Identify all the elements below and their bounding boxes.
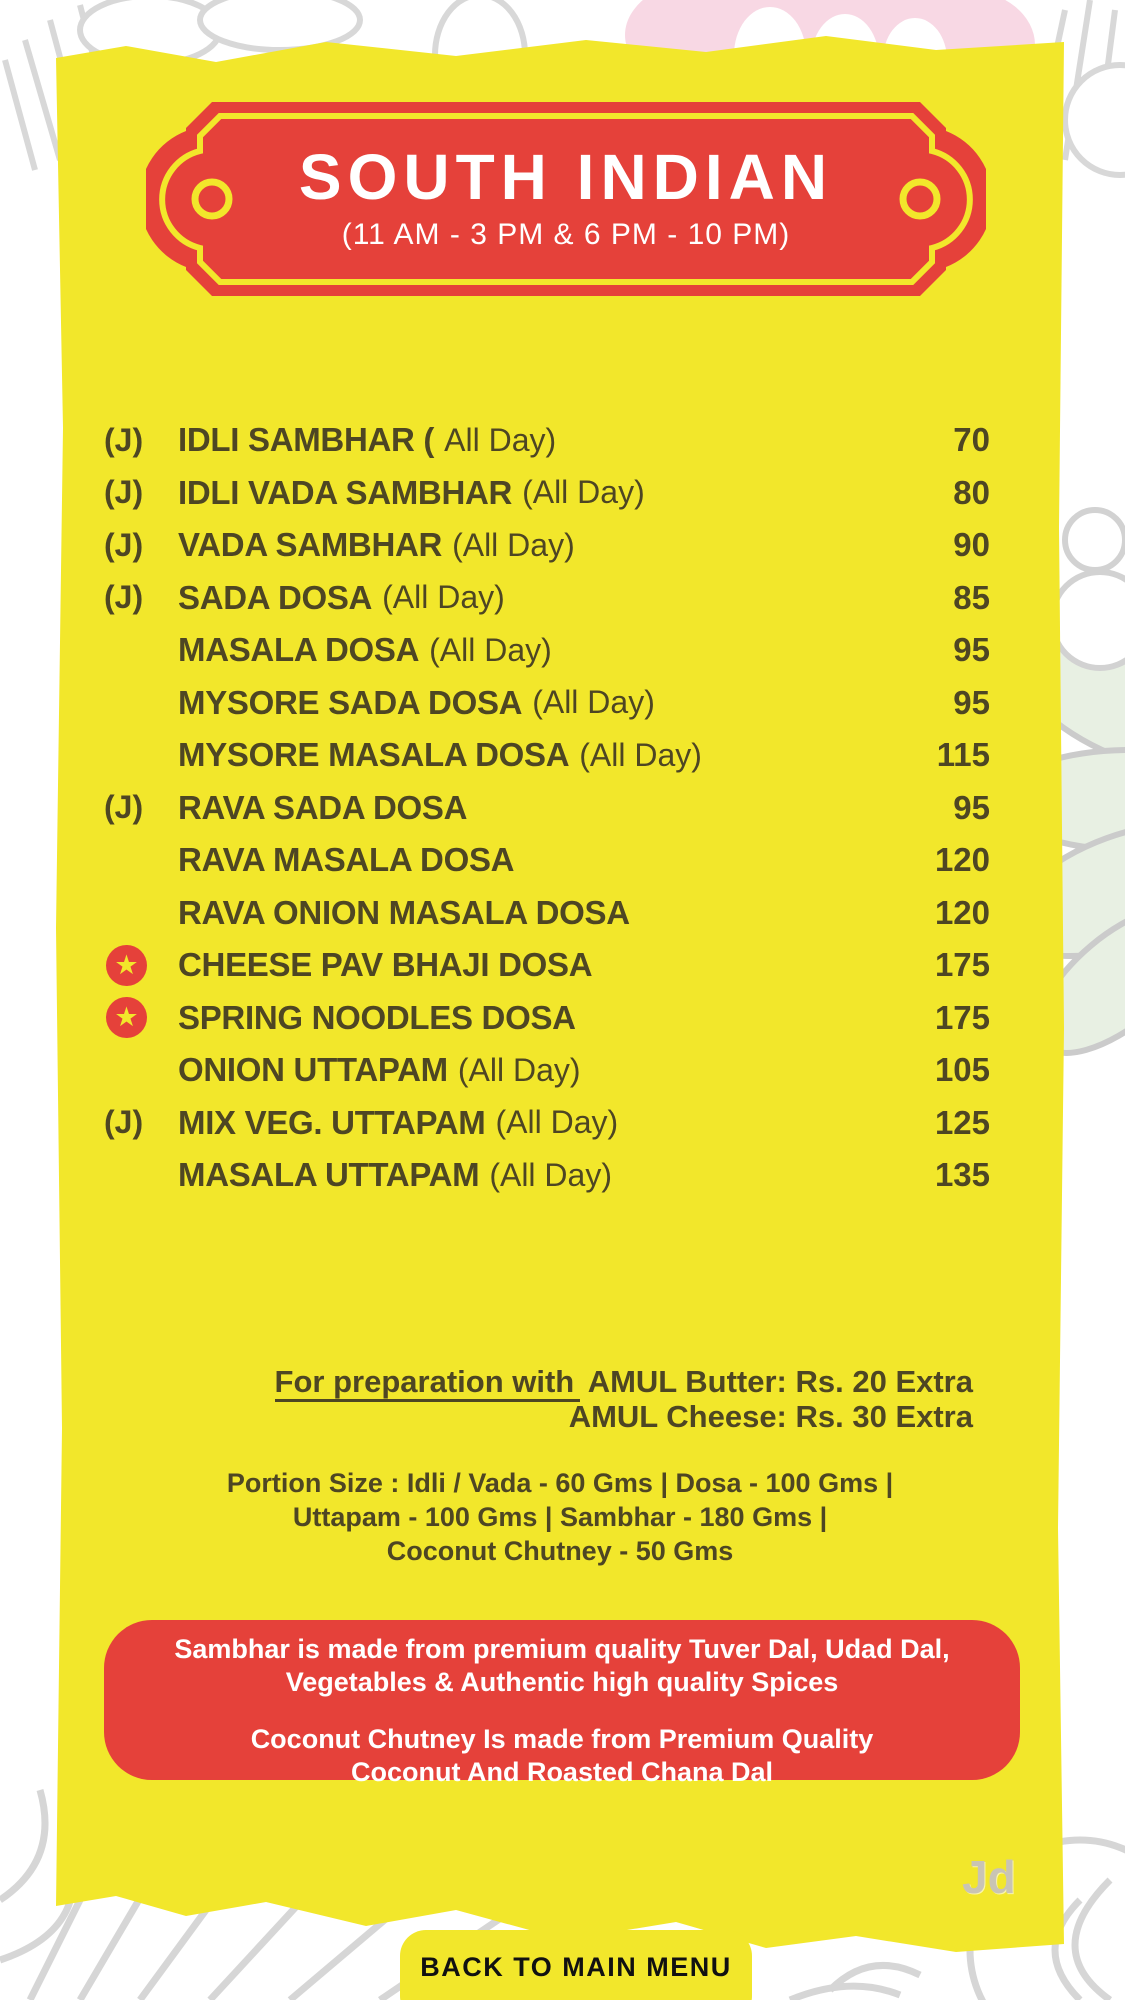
menu-item-row <box>104 992 990 1045</box>
menu-item-row <box>104 414 990 467</box>
item-price: 95 <box>953 683 990 721</box>
item-price: 85 <box>953 578 990 616</box>
jain-marker: (J) <box>104 474 144 511</box>
page-title: SOUTH INDIAN <box>298 141 834 213</box>
menu-item-row <box>104 1097 990 1150</box>
menu-item-row <box>104 887 990 940</box>
item-price: 175 <box>934 946 990 984</box>
portion-line: Coconut Chutney - 50 Gms <box>386 1536 734 1566</box>
item-name: RAVA SADA DOSA <box>178 788 468 826</box>
extra-note-butter: AMUL Butter: Rs. 20 Extra <box>580 1364 973 1399</box>
jain-marker: (J) <box>104 789 144 826</box>
item-name: IDLI VADA SAMBHAR <box>178 473 513 511</box>
jain-marker: (J) <box>104 579 144 616</box>
extra-note-cheese: AMUL Cheese: Rs. 30 Extra <box>568 1399 973 1434</box>
item-name: MYSORE SADA DOSA <box>178 683 523 721</box>
sambhar-info-line: Sambhar is made from premium quality Tuver Dal, Udad Dal, <box>174 1634 950 1664</box>
jain-marker: (J) <box>104 1104 144 1141</box>
back-to-main-menu-button[interactable]: BACK TO MAIN MENU <box>400 1930 752 2000</box>
menu-item-row <box>104 624 990 677</box>
item-marker <box>104 474 178 511</box>
item-name: SADA DOSA <box>178 578 373 616</box>
item-price: 115 <box>936 736 990 774</box>
item-availability: (All Day) <box>522 474 645 511</box>
serving-hours: (11 AM - 3 PM & 6 PM - 10 PM) <box>341 218 791 251</box>
portion-line: Uttapam - 100 Gms | Sambhar - 180 Gms | <box>292 1502 828 1532</box>
item-name: SPRING NOODLES DOSA <box>178 998 576 1036</box>
item-price: 120 <box>934 893 990 931</box>
menu-list <box>104 414 990 1202</box>
item-name: CHEESE PAV BHAJI DOSA <box>178 946 593 984</box>
item-availability: (All Day) <box>495 1104 619 1141</box>
item-availability: All Day) <box>444 421 557 458</box>
menu-item-row <box>104 1044 990 1097</box>
sambhar-info-line: Vegetables & Authentic high quality Spices <box>285 1667 839 1697</box>
item-price: 70 <box>953 421 990 459</box>
item-price: 120 <box>934 841 990 879</box>
item-availability: (All Day) <box>457 1051 581 1088</box>
item-name: MASALA UTTAPAM <box>178 1156 480 1194</box>
chutney-info-line: Coconut And Roasted Chana Dal <box>350 1757 774 1787</box>
item-price: 95 <box>953 631 990 669</box>
item-availability: (All Day) <box>429 631 552 668</box>
item-marker <box>104 527 178 564</box>
item-price: 90 <box>953 526 990 564</box>
item-price: 125 <box>934 1103 990 1141</box>
item-name: MASALA DOSA <box>178 631 420 669</box>
item-marker <box>104 789 178 826</box>
item-marker <box>104 997 178 1038</box>
item-name: RAVA MASALA DOSA <box>178 841 515 879</box>
menu-item-row <box>104 939 990 992</box>
item-marker <box>104 579 178 616</box>
extra-charges-note <box>156 1364 973 1434</box>
jd-watermark: Jd <box>962 1851 1016 1903</box>
item-availability: (All Day) <box>532 684 655 721</box>
item-name: MYSORE MASALA DOSA <box>178 736 570 774</box>
menu-item-row <box>104 834 990 887</box>
menu-item-row <box>104 467 990 520</box>
ingredients-info-box <box>104 1620 1020 1787</box>
item-availability: (All Day) <box>382 579 505 616</box>
menu-item-row <box>104 1149 990 1202</box>
item-name: IDLI SAMBHAR ( <box>178 421 435 459</box>
item-name: ONION UTTAPAM <box>178 1051 448 1089</box>
portion-size-note <box>104 1466 1016 1568</box>
menu-item-row <box>104 782 990 835</box>
chutney-info-line: Coconut Chutney Is made from Premium Quality <box>250 1724 874 1754</box>
item-price: 80 <box>953 473 990 511</box>
jain-marker: (J) <box>104 526 144 563</box>
extra-note-underlined: For preparation with <box>275 1364 581 1402</box>
menu-item-row <box>104 519 990 572</box>
menu-item-row <box>104 729 990 782</box>
item-name: MIX VEG. UTTAPAM <box>178 1103 486 1141</box>
item-price: 105 <box>934 1051 990 1089</box>
item-marker <box>104 945 178 986</box>
item-name: RAVA ONION MASALA DOSA <box>178 893 630 931</box>
item-price: 95 <box>953 788 990 826</box>
item-price: 135 <box>934 1156 990 1194</box>
menu-item-row <box>104 572 990 625</box>
item-availability: (All Day) <box>489 1156 612 1193</box>
star-badge-icon: ★ <box>106 945 147 986</box>
item-marker <box>104 422 178 459</box>
menu-item-row <box>104 677 990 730</box>
item-availability: (All Day) <box>579 736 702 773</box>
item-marker <box>104 1104 178 1141</box>
item-price: 175 <box>934 998 990 1036</box>
jain-marker: (J) <box>104 421 144 458</box>
item-name: VADA SAMBHAR <box>178 526 443 564</box>
item-availability: (All Day) <box>452 526 575 563</box>
star-badge-icon: ★ <box>106 997 147 1038</box>
portion-line: Portion Size : Idli / Vada - 60 Gms | Dosa - 100 Gms | <box>226 1468 894 1498</box>
